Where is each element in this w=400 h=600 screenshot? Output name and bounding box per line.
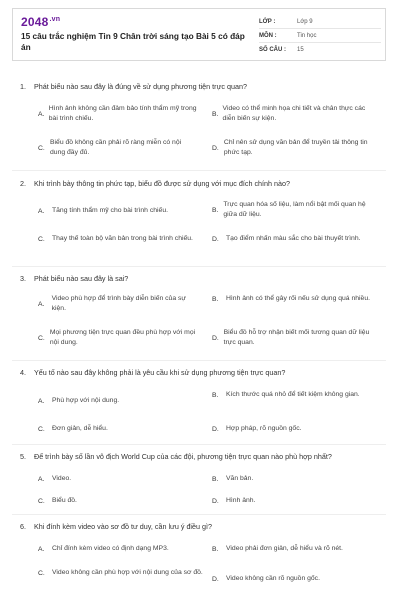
option-text: Video phải đơn giản, dễ hiểu và rõ nét.: [226, 545, 343, 552]
option-b[interactable]: [212, 390, 372, 400]
divider: [12, 266, 386, 267]
meta-label: MÔN :: [259, 32, 277, 39]
option-a[interactable]: [38, 396, 198, 406]
option-c[interactable]: [38, 424, 198, 434]
question-head: [12, 522, 386, 531]
option-letter: D.: [212, 334, 219, 342]
option-c[interactable]: [38, 328, 198, 348]
meta-label: SỐ CÂU :: [259, 46, 286, 53]
option-letter: A.: [38, 110, 45, 118]
question-6: [12, 522, 386, 531]
meta-value: Tin học: [297, 32, 317, 39]
option-letter: B.: [212, 391, 219, 399]
question-3: [12, 274, 386, 283]
option-text: Mọi phương tiện trực quan đều phù hợp với mọi nội dung.: [49, 329, 196, 346]
question-number: 5.: [20, 452, 26, 461]
divider: [12, 444, 386, 445]
meta-row-count: [259, 43, 381, 56]
option-text: Video.: [52, 475, 72, 482]
quiz-meta: [259, 15, 381, 56]
question-head: [12, 179, 386, 188]
option-letter: C.: [38, 569, 45, 577]
question-number: 4.: [20, 368, 26, 377]
option-b[interactable]: [212, 474, 372, 484]
option-letter: B.: [212, 295, 219, 303]
option-b[interactable]: [212, 200, 372, 220]
option-text: Hình ảnh có thể gây rối nếu sử dụng quá nhiều.: [226, 295, 370, 302]
option-letter: A.: [38, 475, 45, 483]
option-letter: D.: [212, 575, 219, 583]
option-text: Văn bản.: [226, 475, 254, 482]
option-letter: B.: [212, 475, 219, 483]
question-head: [12, 452, 386, 461]
option-text: Tạo điểm nhấn màu sắc cho bài thuyết trình.: [226, 235, 361, 242]
question-4: [12, 368, 386, 377]
option-a[interactable]: [38, 474, 198, 484]
option-d[interactable]: [212, 138, 372, 158]
option-letter: A.: [38, 397, 45, 405]
question-number: 2.: [20, 179, 26, 188]
meta-row-grade: [259, 15, 381, 29]
option-text: Video có thể minh họa chi tiết và chân thực các diễn biến sự kiện.: [222, 105, 366, 122]
option-text: Video không cần phù hợp với nội dung của sơ đồ.: [52, 569, 203, 576]
option-letter: A.: [38, 207, 45, 215]
option-a[interactable]: [38, 294, 198, 314]
option-text: Biểu đồ không cần phải rõ ràng miễn có nội dung đầy đủ.: [50, 139, 182, 156]
option-letter: B.: [212, 206, 219, 214]
option-letter: A.: [38, 300, 45, 308]
question-5: [12, 452, 386, 461]
logo-text: 2048: [21, 15, 49, 29]
option-b[interactable]: [212, 544, 382, 554]
question-text: Phát biểu nào sau đây là sai?: [34, 274, 129, 283]
option-letter: C.: [38, 425, 45, 433]
option-text: Tăng tính thẩm mỹ cho bài trình chiếu.: [52, 207, 168, 214]
option-a[interactable]: [38, 544, 208, 554]
question-text: Khi đính kèm video vào sơ đồ tư duy, cần lưu ý điều gì?: [34, 522, 213, 531]
option-text: Biểu đồ hỗ trợ nhận biết mối tương quan dữ liệu trực quan.: [223, 329, 370, 346]
option-text: Thay thế toàn bộ văn bản trong bài trình chiếu.: [52, 235, 193, 242]
option-d[interactable]: [212, 328, 372, 348]
divider: [12, 170, 386, 171]
option-d[interactable]: [212, 234, 372, 244]
meta-value: 15: [297, 46, 304, 53]
option-letter: C.: [38, 334, 45, 342]
question-number: 3.: [20, 274, 26, 283]
option-letter: C.: [38, 144, 45, 152]
option-letter: D.: [212, 425, 219, 433]
meta-row-subject: [259, 29, 381, 43]
option-letter: D.: [212, 144, 219, 152]
question-text: Để trình bày số lần vô địch World Cup của các đội, phương tiện trực quan nào phù hợp nhất?: [34, 452, 332, 461]
option-text: Trực quan hóa số liệu, làm nổi bật mối quan hệ giữa dữ liệu.: [223, 201, 366, 218]
option-a[interactable]: [38, 206, 198, 216]
question-2: [12, 179, 386, 188]
divider: [12, 360, 386, 361]
question-1: [12, 82, 386, 91]
option-text: Hình ảnh.: [226, 497, 256, 504]
option-text: Biểu đồ.: [52, 497, 77, 504]
option-c[interactable]: [38, 234, 198, 244]
quiz-header: [12, 8, 386, 61]
meta-value: Lớp 9: [297, 18, 313, 25]
option-c[interactable]: [38, 568, 208, 578]
option-d[interactable]: [212, 574, 382, 584]
question-text: Phát biểu nào sau đây là đúng về sử dụng phương tiện trực quan?: [34, 82, 247, 91]
question-number: 1.: [20, 82, 26, 91]
question-head: [12, 82, 386, 91]
option-text: Hợp pháp, rõ nguồn gốc.: [226, 425, 302, 432]
option-text: Đơn giản, dễ hiểu.: [52, 425, 108, 432]
option-text: Chỉ đính kèm video có định dạng MP3.: [52, 545, 169, 552]
option-c[interactable]: [38, 496, 198, 506]
question-head: [12, 274, 386, 283]
option-text: Hình ảnh không cần đảm bảo tính thẩm mỹ trong bài trình chiếu.: [48, 105, 197, 122]
option-letter: D.: [212, 235, 219, 243]
quiz-title: 15 câu trắc nghiệm Tin 9 Chân trời sáng tạo Bài 5 có đáp án: [21, 31, 245, 52]
question-head: [12, 368, 386, 377]
option-b[interactable]: [212, 104, 372, 124]
option-letter: B.: [212, 110, 219, 118]
option-d[interactable]: [212, 424, 372, 434]
site-logo[interactable]: [21, 15, 60, 29]
option-letter: C.: [38, 235, 45, 243]
option-letter: D.: [212, 497, 219, 505]
question-text: Yếu tố nào sau đây không phải là yêu cầu khi sử dụng phương tiện trực quan?: [34, 368, 286, 377]
option-text: Kích thước quá nhỏ để tiết kiệm không gian.: [226, 391, 360, 398]
option-letter: C.: [38, 497, 45, 505]
option-letter: A.: [38, 545, 45, 553]
question-number: 6.: [20, 522, 26, 531]
option-text: Chỉ nên sử dụng văn bản để truyền tải thông tin phức tạp.: [223, 139, 368, 156]
option-letter: B.: [212, 545, 219, 553]
logo-sub: .vn: [49, 16, 61, 23]
option-d[interactable]: [212, 496, 372, 506]
meta-label: LỚP :: [259, 18, 276, 25]
option-c[interactable]: [38, 138, 198, 158]
option-b[interactable]: [212, 294, 372, 304]
divider: [12, 514, 386, 515]
option-a[interactable]: [38, 104, 198, 124]
option-text: Video không cần rõ nguồn gốc.: [226, 575, 320, 582]
question-text: Khi trình bày thông tin phức tạp, biểu đồ được sử dụng với mục đích chính nào?: [34, 179, 291, 188]
option-text: Video phù hợp để trình bày diễn biến của sự kiện.: [51, 295, 186, 312]
option-text: Phù hợp với nội dung.: [52, 397, 120, 404]
